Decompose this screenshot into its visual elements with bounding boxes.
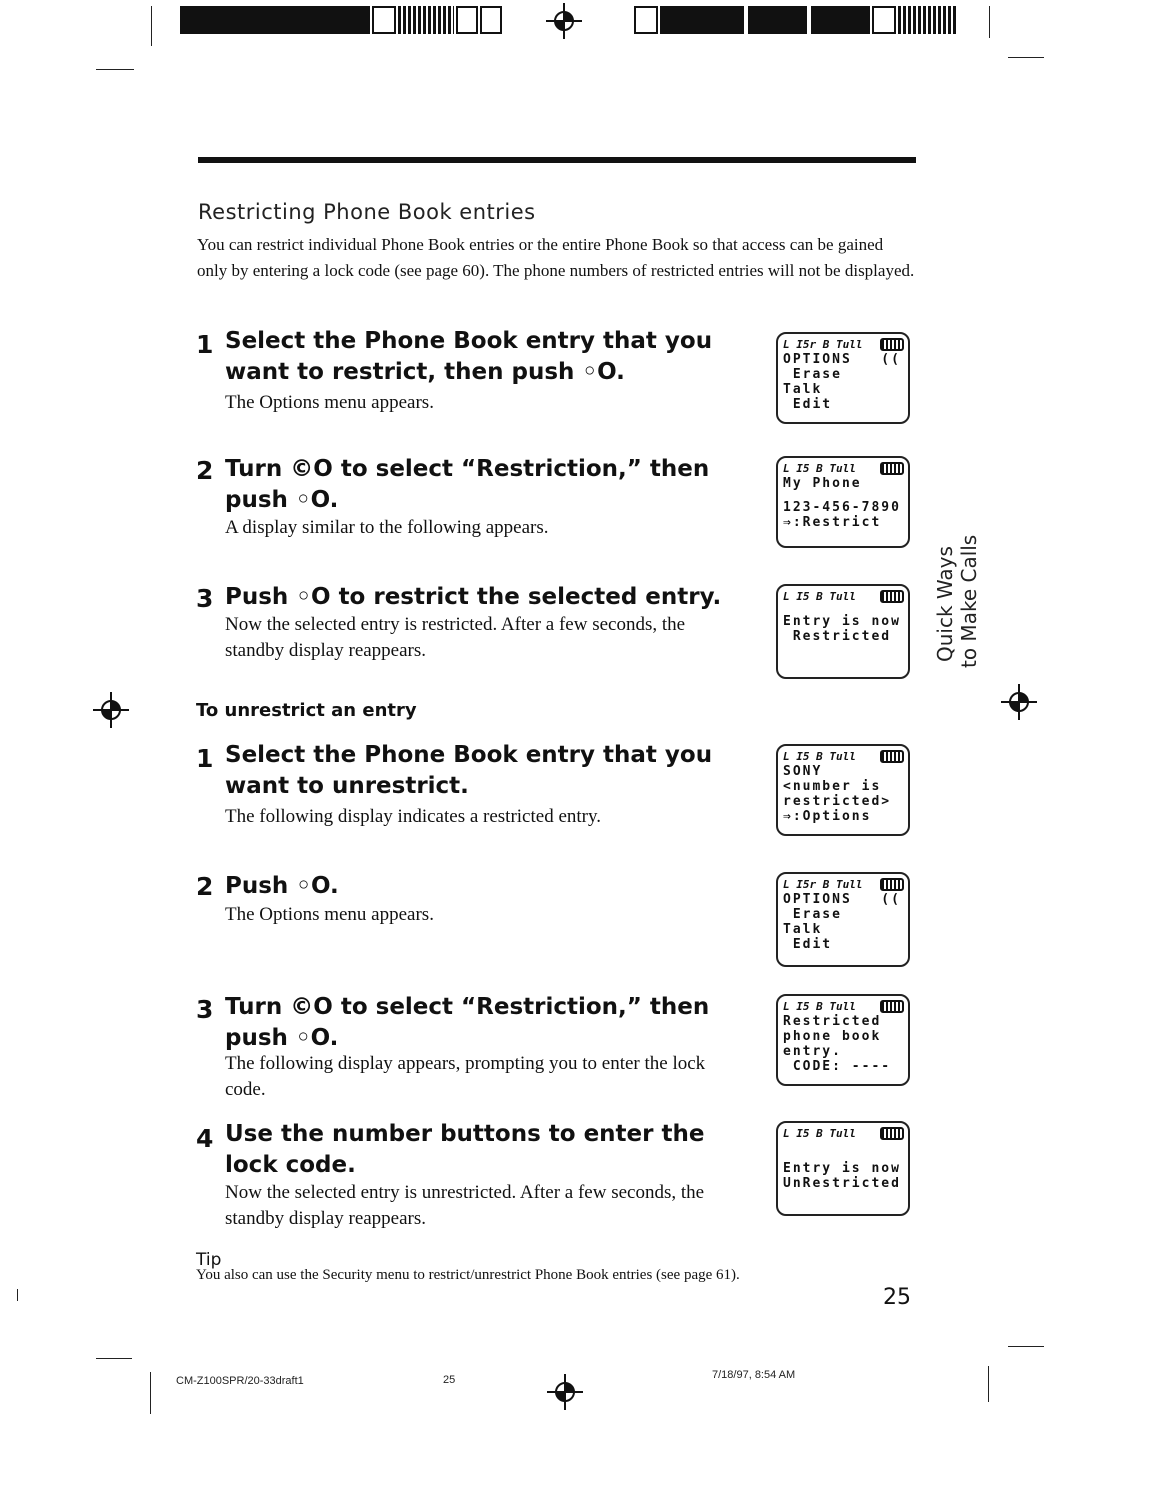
status-indicators: L I5 B Tull (783, 590, 856, 603)
chapter-tab-line: to Make Calls (957, 534, 981, 668)
lcd-line: entry. (783, 1044, 842, 1059)
status-indicators: L I5r B Tull (783, 338, 863, 351)
registration-target-icon (546, 3, 582, 39)
step-heading: Push ◦O to restrict the selected entry. (225, 584, 722, 610)
lcd-screen (776, 456, 910, 548)
step-heading: Push ◦O. (225, 873, 339, 899)
registration-bar (634, 6, 658, 34)
lcd-line: OPTIONS (( (783, 892, 901, 907)
step-description: The Options menu appears. (225, 904, 434, 925)
registration-bar (898, 6, 958, 34)
battery-icon (880, 1127, 904, 1140)
lcd-screen (776, 584, 910, 679)
chapter-tab (925, 534, 985, 670)
lcd-line: phone book (783, 1029, 882, 1044)
header-rule (198, 157, 916, 163)
registration-target-icon (1001, 684, 1037, 720)
page-number: 25 (883, 1285, 911, 1310)
lcd-line: Restricted (783, 1014, 882, 1029)
registration-bar (180, 6, 370, 34)
step-number: 2 (196, 456, 214, 485)
step-number: 1 (196, 330, 214, 359)
status-indicators: L I5 B Tull (783, 750, 856, 763)
footer-file: CM-Z100SPR/20-33draft1 (176, 1375, 304, 1387)
step-number: 3 (196, 995, 214, 1024)
crop-mark (151, 6, 152, 46)
section-title: Restricting Phone Book entries (198, 200, 536, 224)
lcd-screen (776, 872, 910, 967)
lcd-line: 123-456-7890 (783, 500, 901, 515)
step-heading: Turn ©O to select “Restriction,” then push ◦O. (225, 456, 710, 513)
lcd-line (783, 604, 904, 614)
lcd-line: Erase (783, 907, 842, 922)
footer-date: 7/18/97, 8:54 AM (712, 1369, 796, 1381)
crop-mark (17, 1289, 18, 1301)
step-number: 4 (196, 1124, 214, 1153)
lcd-line (783, 491, 904, 500)
registration-bar (398, 6, 454, 34)
battery-icon (880, 462, 904, 475)
lcd-line: Entry is now (783, 614, 901, 629)
lcd-line: UnRestricted (783, 1176, 901, 1191)
crop-mark (1008, 57, 1044, 58)
crop-mark (1008, 1346, 1044, 1347)
battery-icon (880, 750, 904, 763)
registration-target-icon (93, 692, 129, 728)
unrestrict-heading: To unrestrict an entry (196, 700, 417, 721)
lcd-line: CODE: ---- (783, 1059, 892, 1074)
step-description: The following display appears, prompting you to enter the lock code. (225, 1053, 706, 1100)
status-indicators: L I5r B Tull (783, 878, 863, 891)
battery-icon (880, 338, 904, 351)
chapter-tab-line: Quick Ways (933, 546, 957, 662)
lcd-line: My Phone (783, 476, 862, 491)
registration-bar (872, 6, 896, 34)
crop-mark (988, 1366, 989, 1402)
status-indicators: L I5 B Tull (783, 1127, 856, 1140)
battery-icon (880, 878, 904, 891)
registration-bar (660, 6, 870, 34)
step-number: 2 (196, 872, 214, 901)
step-description: A display similar to the following appears. (225, 517, 549, 538)
step-description: Now the selected entry is restricted. After a few seconds, the standby display reappears. (225, 614, 686, 661)
status-indicators: L I5 B Tull (783, 1000, 856, 1013)
battery-icon (880, 1000, 904, 1013)
lcd-line: Edit (783, 937, 833, 952)
crop-mark (150, 1372, 151, 1414)
step-heading: Select the Phone Book entry that you want to restrict, then push ◦O. (225, 328, 713, 385)
registration-bar (456, 6, 478, 34)
lcd-screen (776, 994, 910, 1086)
lcd-line: Talk (783, 382, 823, 397)
lcd-line: Erase (783, 367, 842, 382)
crop-mark (989, 6, 990, 38)
lcd-line: SONY (783, 764, 823, 779)
step-description: The Options menu appears. (225, 392, 434, 413)
lcd-line: ⇒:Options (783, 809, 872, 824)
lcd-screen (776, 1121, 910, 1216)
step-heading: Select the Phone Book entry that you want to unrestrict. (225, 742, 713, 799)
crop-mark (96, 69, 134, 70)
step-description: The following display indicates a restricted entry. (225, 806, 602, 827)
lcd-line: restricted> (783, 794, 892, 809)
crop-mark (96, 1358, 132, 1359)
lcd-line: OPTIONS (( (783, 352, 901, 367)
footer-page: 25 (443, 1374, 456, 1386)
step-description: Now the selected entry is unrestricted. After a few seconds, the standby display reappears. (225, 1182, 705, 1229)
registration-bar (480, 6, 502, 34)
registration-bar (372, 6, 396, 34)
lcd-line: ⇒:Restrict (783, 515, 882, 530)
lcd-line: Restricted (783, 629, 892, 644)
step-number: 1 (196, 744, 214, 773)
tip-text: You also can use the Security menu to restrict/unrestrict Phone Book entries (see page 61). (196, 1267, 740, 1283)
lcd-screen (776, 332, 910, 424)
registration-target-icon (547, 1374, 583, 1410)
step-heading: Use the number buttons to enter the lock code. (225, 1121, 705, 1178)
status-indicators: L I5 B Tull (783, 462, 856, 475)
intro-paragraph: You can restrict individual Phone Book entries or the entire Phone Book so that access can be gained only by entering a lock code (see page 60). The phone numbers of restricted entries will not be displayed. (197, 235, 915, 280)
lcd-line: <number is (783, 779, 882, 794)
lcd-line: Talk (783, 922, 823, 937)
step-heading: Turn ©O to select “Restriction,” then push ◦O. (225, 994, 710, 1051)
lcd-line: Edit (783, 397, 833, 412)
lcd-line (783, 1141, 904, 1161)
lcd-screen (776, 744, 910, 836)
lcd-line: Entry is now (783, 1161, 901, 1176)
step-number: 3 (196, 584, 214, 613)
battery-icon (880, 590, 904, 603)
tip-label: Tip (196, 1250, 222, 1270)
